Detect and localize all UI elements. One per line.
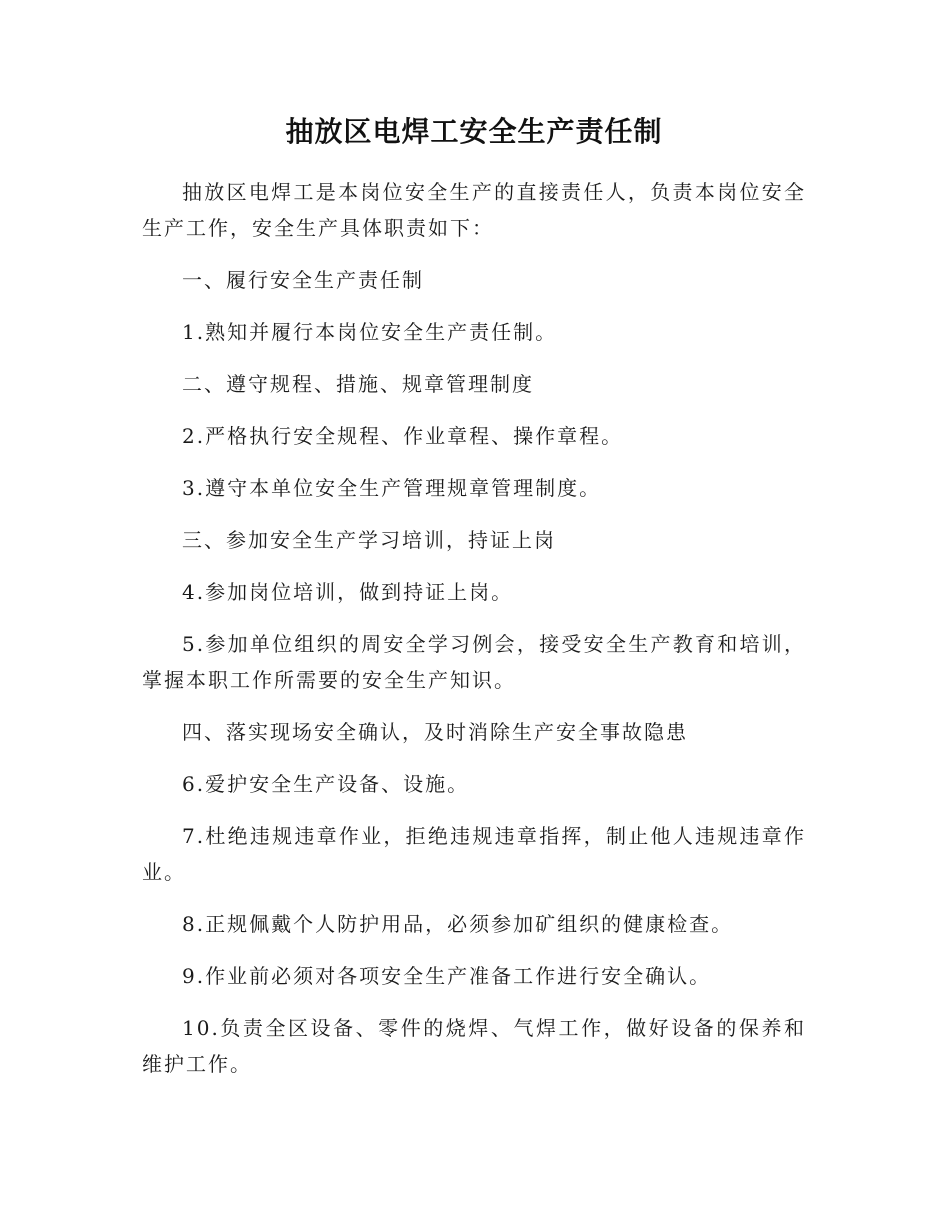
section-heading-2: 二、遵守规程、措施、规章管理制度 [182, 372, 534, 396]
section-heading-4: 四、落实现场安全确认，及时消除生产安全事故隐患 [182, 720, 688, 744]
document-body [142, 110, 806, 1098]
paragraph-intro: 抽放区电焊工是本岗位安全生产的直接责任人，负责本岗位安全生产工作，安全生产具体职责如下： [142, 180, 806, 240]
list-item-3: 3.遵守本单位安全生产管理规章管理制度。 [182, 476, 602, 500]
list-item-6: 6.爱护安全生产设备、设施。 [182, 772, 470, 796]
list-item-8: 8.正规佩戴个人防护用品，必须参加矿组织的健康检查。 [182, 912, 734, 936]
document-title: 抽放区电焊工安全生产责任制 [285, 115, 663, 148]
list-item-9: 9.作业前必须对各项安全生产准备工作进行安全确认。 [182, 964, 712, 988]
list-item-1: 1.熟知并履行本岗位安全生产责任制。 [182, 320, 558, 344]
section-heading-3: 三、参加安全生产学习培训，持证上岗 [182, 528, 556, 552]
list-item-2: 2.严格执行安全规程、作业章程、操作章程。 [182, 424, 624, 448]
section-heading-1: 一、履行安全生产责任制 [182, 268, 424, 292]
list-item-10: 10.负责全区设备、零件的烧焊、气焊工作，做好设备的保养和维护工作。 [142, 1016, 806, 1076]
list-item-5: 5.参加单位组织的周安全学习例会，接受安全生产教育和培训，掌握本职工作所需要的安全生产知识。 [142, 632, 806, 692]
list-item-7: 7.杜绝违规违章作业，拒绝违规违章指挥，制止他人违规违章作业。 [142, 824, 806, 884]
list-item-4: 4.参加岗位培训，做到持证上岗。 [182, 580, 514, 604]
